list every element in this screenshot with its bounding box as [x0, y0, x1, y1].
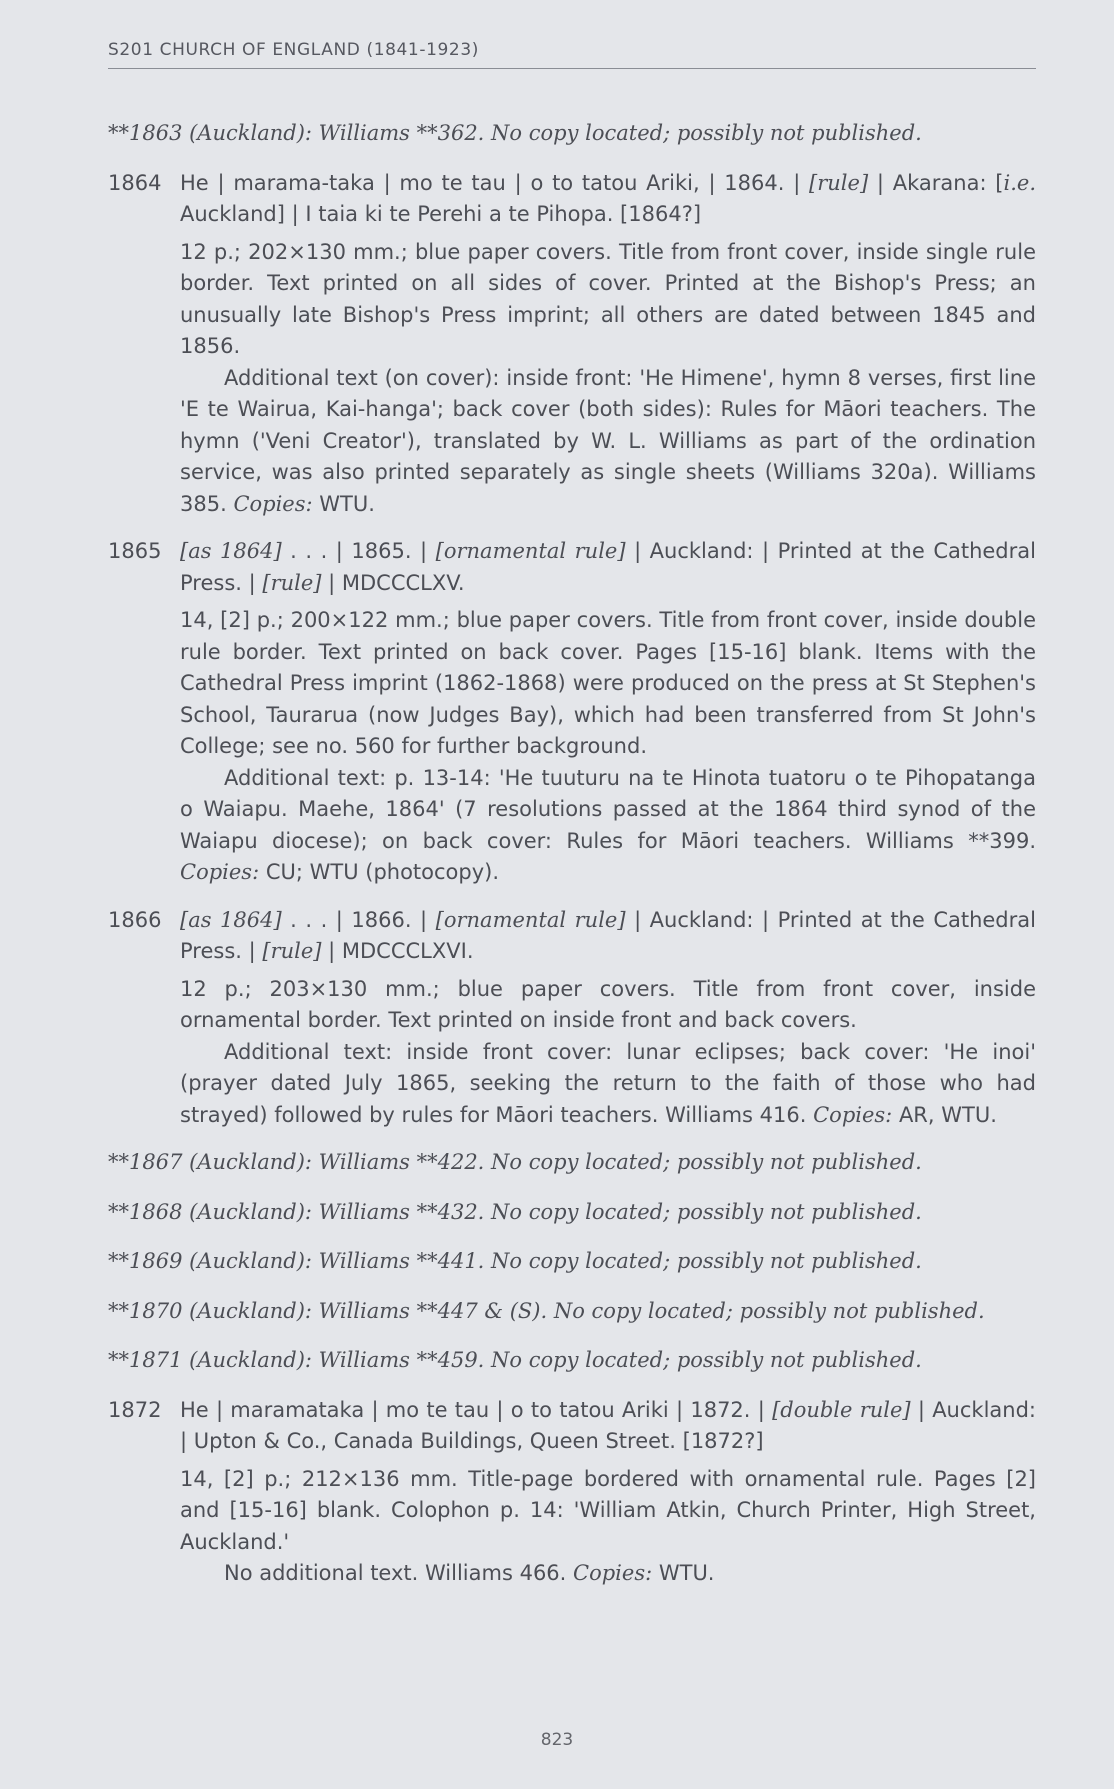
unlocated-entry-text: **1869 (Auckland): Williams **441. No copy located; possibly not published. — [108, 1249, 922, 1273]
text-segment: | MDCCCLXV. — [321, 570, 465, 595]
text-segment: 12 p.; 203×130 mm.; blue paper covers. Title from front cover, inside ornamental border. Text printed on inside front and back covers. — [180, 976, 1036, 1032]
unlocated-entry — [108, 1345, 1036, 1377]
text-segment: Auckland] | I taia ki te Perehi a te Pihopa. [1864?] — [180, 202, 702, 226]
italic-segment: [ornamental rule] — [435, 907, 626, 932]
entry-additional-text — [180, 363, 1036, 521]
text-segment: WTU. — [652, 1561, 715, 1585]
italic-segment: [rule] — [262, 939, 322, 963]
unlocated-entry-text: **1863 (Auckland): Williams **362. No copy located; possibly not published. — [108, 121, 922, 145]
text-segment: AR, WTU. — [892, 1102, 997, 1127]
italic-segment: i.e. — [1003, 170, 1036, 195]
text-segment: CU; WTU (photocopy). — [259, 860, 500, 884]
entry-description — [180, 237, 1036, 363]
entry-year: 1865 — [108, 539, 162, 563]
italic-segment: [ornamental rule] — [435, 539, 626, 563]
entry-additional-text — [180, 763, 1036, 889]
entry-description — [180, 605, 1036, 763]
entry-additional-text — [180, 1558, 1036, 1590]
unlocated-entry — [108, 1296, 1036, 1328]
text-segment: No additional text. Williams 466. — [224, 1561, 574, 1585]
unlocated-entry-text: **1868 (Auckland): Williams **432. No copy located; possibly not published. — [108, 1199, 922, 1224]
catalogue-entry — [108, 1395, 1036, 1590]
text-segment: Additional text: p. 13-14: 'He tuuturu na te Hinota tuatoru o te Pihopatanga o Waiapu. Maehe, 1864' (7 resolutions passed at the 1864 third synod of the Waiapu diocese); on back cover: Rules for Māori teachers. Williams **399. — [180, 765, 1036, 853]
italic-segment: Copies: — [573, 1561, 653, 1585]
entry-title — [180, 168, 1036, 231]
unlocated-entry-text: **1871 (Auckland): Williams **459. No copy located; possibly not published. — [108, 1348, 922, 1372]
unlocated-entry — [108, 118, 1036, 150]
text-segment: 14, [2] p.; 200×122 mm.; blue paper covers. Title from front cover, inside double rule border. Text printed on back cover. Pages [15-16] blank. Items with the Cathedral Press imprint (1862-1868) were produced on the press at St Stephen's School, Taurarua (now Judges Bay), which had been transferred from St John's College; see no. 560 for further background. — [180, 608, 1036, 758]
italic-segment: Copies: — [813, 1102, 893, 1127]
entry-description — [180, 1464, 1036, 1559]
unlocated-entry — [108, 1197, 1036, 1229]
running-head: S201 CHURCH OF ENGLAND (1841-1923) — [108, 40, 479, 60]
text-segment: Additional text (on cover): inside front: 'He Himene', hymn 8 verses, first line 'E te Wairua, Kai-hanga'; back cover (both sides): Rules for Māori teachers. The hymn ('Veni Creator'), translated by W. L. Williams as part of the ordination service, was also printed separately as single sheets (Williams 320a). Williams 385. — [180, 365, 1036, 516]
text-segment: 12 p.; 202×130 mm.; blue paper covers. Title from front cover, inside single rule border. Text printed on all sides of cover. Printed at the Bishop's Press; an unusually late Bishop's Press imprint; all others are dated between 1845 and 1856. — [180, 239, 1036, 358]
italic-segment: [double rule] — [772, 1397, 911, 1422]
entry-year: 1872 — [108, 1397, 162, 1422]
unlocated-entry — [108, 1246, 1036, 1278]
entry-additional-text — [180, 1037, 1036, 1132]
text-segment: . . . | 1866. | — [281, 907, 436, 932]
italic-segment: Copies: — [180, 860, 260, 884]
text-segment: | Auckland: | Upton & Co., Canada Buildings, Queen Street. [1872?] — [180, 1397, 1036, 1453]
italic-segment: [as 1864] — [180, 539, 282, 563]
text-segment: | MDCCCLXVI. — [321, 939, 474, 963]
page-header — [108, 38, 1036, 69]
entry-year: 1866 — [108, 907, 162, 932]
text-segment: 14, [2] p.; 212×136 mm. Title-page bordered with ornamental rule. Pages [2] and [15-16] blank. Colophon p. 14: 'William Atkin, Church Printer, High Street, Auckland.' — [180, 1466, 1036, 1554]
text-segment: Additional text: inside front cover: lunar eclipses; back cover: 'He inoi' (prayer dated July 1865, seeking the return to the faith of those who had strayed) followed by rules for Māori teachers. Williams 416. — [180, 1039, 1036, 1127]
unlocated-entry — [108, 1147, 1036, 1179]
entry-title — [180, 536, 1036, 599]
text-segment: WTU. — [312, 491, 375, 516]
italic-segment: Copies: — [233, 491, 313, 516]
text-segment: | Auckland: | Printed at the Cathedral Press. | — [180, 539, 1036, 595]
italic-segment: [rule] — [262, 570, 322, 595]
unlocated-entry-text: **1870 (Auckland): Williams **447 & (S). No copy located; possibly not published. — [108, 1298, 985, 1323]
entry-year: 1864 — [108, 170, 162, 195]
entry-title — [180, 905, 1036, 968]
italic-segment: [rule] — [809, 170, 869, 195]
text-segment: | Auckland: | Printed at the Cathedral Press. | — [180, 907, 1036, 963]
entry-title — [180, 1395, 1036, 1458]
text-segment: . . . | 1865. | — [281, 539, 436, 563]
text-segment: | Akarana: [ — [868, 170, 1004, 195]
catalogue-entry — [108, 536, 1036, 889]
text-segment: He | maramataka | mo te tau | o to tatou Ariki | 1872. | — [180, 1397, 773, 1422]
unlocated-entry-text: **1867 (Auckland): Williams **422. No copy located; possibly not published. — [108, 1150, 922, 1174]
entry-description — [180, 974, 1036, 1037]
catalogue-entries — [108, 118, 1036, 1606]
page-number: 823 — [540, 1730, 574, 1750]
italic-segment: [as 1864] — [180, 907, 282, 932]
catalogue-entry — [108, 168, 1036, 521]
text-segment: He | marama-taka | mo te tau | o to tatou Ariki, | 1864. | — [180, 170, 810, 195]
catalogue-entry — [108, 905, 1036, 1132]
